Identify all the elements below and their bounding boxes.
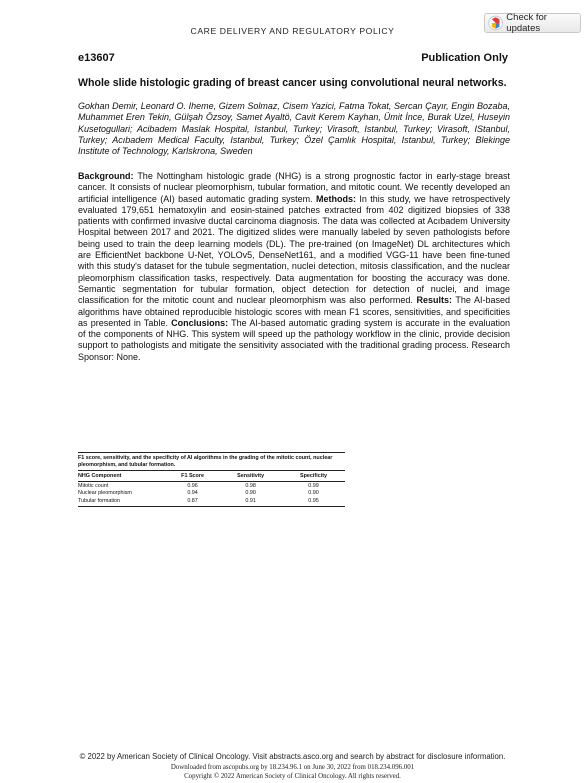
results-table-grid [78, 470, 345, 506]
column-header-specificity: Specificity [282, 471, 345, 482]
table-cell: Tubular formation [78, 497, 166, 506]
publication-type: Publication Only [421, 52, 508, 64]
table-cell: 0.91 [219, 497, 282, 506]
background-label: Background: [78, 171, 134, 181]
abstract-header [78, 52, 508, 64]
table-cell: 0.90 [308, 490, 319, 497]
background-text: The Nottingham histologic grade (NHG) is a strong prognostic factor in early-stage breast cancer. It consists of nuclear pleomorphism, tubular formation, and mitotic count. We recently developed an artificial intelligence (AI) based automatic grading system. [78, 171, 510, 204]
methods-label: Methods: [316, 193, 357, 204]
column-header-sensitivity: Sensitivity [219, 471, 282, 482]
download-notice [0, 764, 585, 781]
column-header-f1: F1 Score [166, 471, 219, 482]
table-cell: 0.87 [166, 497, 219, 506]
results-table [78, 452, 345, 507]
table-header-row [78, 471, 345, 482]
page-footer: © 2022 by American Society of Clinical Oncology. Visit abstracts.asco.org and search by abstract for disclosure information. [79, 752, 506, 761]
results-label: Results: [416, 295, 452, 306]
conclusions-label: Conclusions: [171, 317, 229, 328]
table-cell: 0.90 [245, 490, 256, 497]
table-cell: 0.95 [282, 497, 345, 506]
table-cell: 0.99 [308, 482, 319, 489]
table-cell: Mitotic count [78, 482, 109, 489]
table-row [78, 497, 345, 506]
running-header: CARE DELIVERY AND REGULATORY POLICY [190, 26, 395, 36]
abstract-body [78, 171, 510, 363]
table-cell: 0.96 [187, 482, 198, 489]
table-cell: Nuclear pleomorphism [78, 490, 132, 497]
table-caption: F1 score, sensitivity, and the specificity of AI algorithms in the grading of the mitotic count, nuclear pleomorphism, and tubular formation. [78, 452, 345, 468]
abstract-number: e13607 [78, 52, 115, 64]
copyright-line: Copyright © 2022 American Society of Clinical Oncology. All rights reserved. [184, 772, 401, 780]
author-list: Gokhan Demir, Leonard O. Iheme, Gizem Solmaz, Cisem Yazici, Fatma Tokat, Sercan Çayır, Engin Bozaba, Muhammet Eren Tekin, Gülşah Özsoy, Samet Ayaltö, Cavit Kerem Kayhan, Ümit İnce, Burak Uzel, Huseyin Kusetogullari; Acibadem Maslak Hospital, Istanbul, Turkey; Virasoft, Istanbul, Turkey; Virasoft, IStanbul, Turkey; Acıbadem Medical Faculty, Istanbul, Turkey; Özel Çamlık Hospital, Istanbul, Turkey; Blekinge Institute of Technology, Karlskrona, Sweden [78, 101, 510, 157]
methods-text: In this study, we have retrospectively evaluated 179,651 hematoxylin and eosin-stained patches extracted from 402 digitized biopsies of 338 patients with confirmed invasive ductal carcinoma diagnosis. The data was collected at Acıbadem University Hospital between 2017 and 2021. The digitized slides were manually labeled by seven pathologists before being used to train the deep learning models (DL). The pre-trained (on ImageNet) DL architectures which are EfficientNet backbone U-Net, YOLOv5, DenseNet161, and a modified VGG-11 have been fine-tuned with this study's dataset for the tubule segmentation, nuclei detection, mitosis classification, and the nuclear pleomorphism classification tasks, respectively. Data augmentation for boosting the accuracy was done. Semantic segmentation for tubular formation, object detection for detection of nuclei, and image classification for the mitotic count and nuclear pleomorphism was also performed. [78, 193, 511, 306]
abstract-title: Whole slide histologic grading of breast cancer using convolutional neural networks. [78, 77, 507, 89]
conclusions-text: The AI-based automatic grading system is accurate in the evaluation of the components of NHG. This system will speed up the pathology workflow in the clinic, provide decision support to pathologists and mitigate the sensitivity associated with the traditional grading process. Research Sponsor: None. [78, 317, 510, 362]
table-row [78, 489, 345, 497]
table-cell: 0.94 [187, 490, 198, 497]
table-row [78, 481, 345, 489]
table-cell: 0.98 [245, 482, 256, 489]
check-for-updates-button[interactable] [484, 13, 581, 33]
column-header-component: NHG Component [78, 471, 166, 482]
crossmark-icon [488, 15, 503, 31]
results-text: The AI-based algorithms have obtained reproducible histologic scores with mean F1 scores, sensitivities, and specificities as presented in Table. [78, 295, 511, 328]
download-line: Downloaded from ascopubs.org by 18.234.96.1 on June 30, 2022 from 018.234.096.001 [170, 764, 415, 771]
check-for-updates-label: Check for updates [506, 12, 547, 34]
